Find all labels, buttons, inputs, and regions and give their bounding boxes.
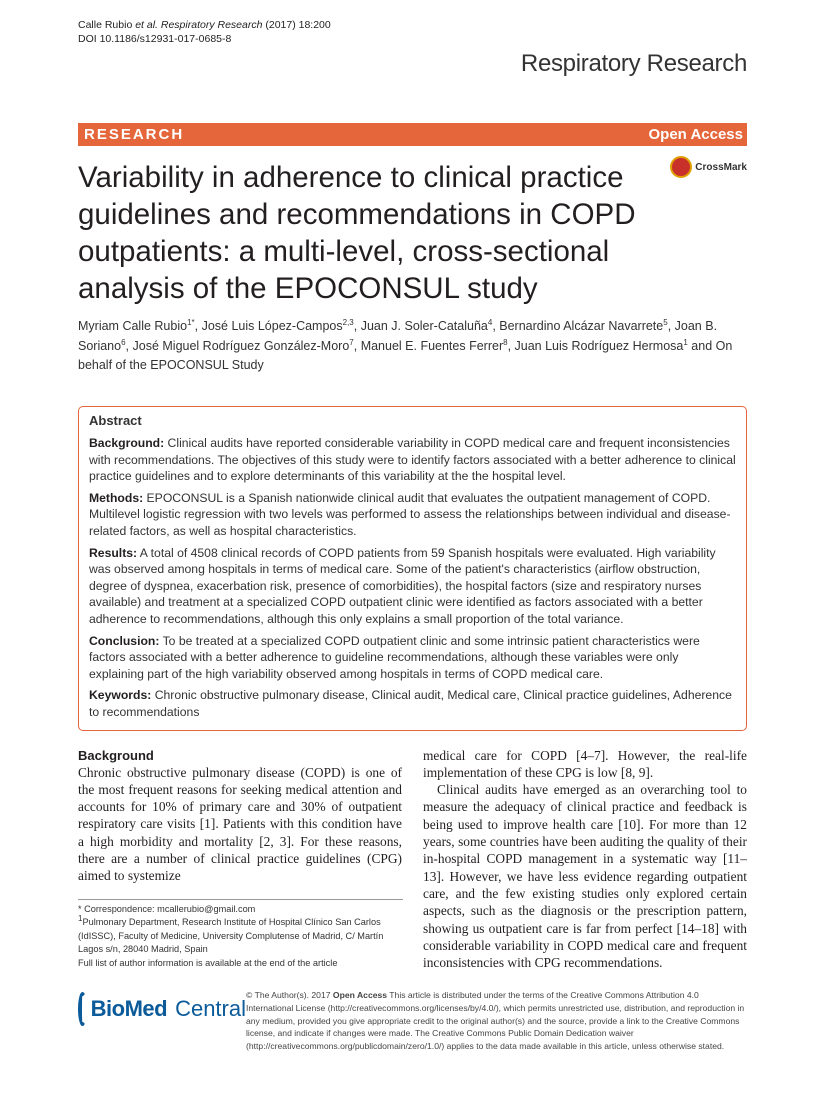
open-access: Open Access <box>332 990 388 1001</box>
abstract-label: Conclusion: <box>89 633 160 648</box>
abstract-text: Chronic obstructive pulmonary disease, Clinical audit, Medical care, Clinical practice guidelines, Adherence to recommendations <box>89 688 732 719</box>
open-access-label: Open Access <box>648 126 743 143</box>
author-affiliation: 5 <box>663 317 668 327</box>
author-affiliation: 7 <box>349 337 354 347</box>
abstract-text: Clinical audits have reported considerable variability in COPD medical care and frequent inconsistencies with recommendations. The objectives of this study were to identify factors associated with a better adherence to clinical practice guidelines and to explore determinants of this variability at the the hospital level. <box>89 436 736 484</box>
author-affiliation: 6 <box>121 337 126 347</box>
abstract-box <box>78 406 747 731</box>
abstract-section <box>89 490 736 540</box>
article-type: RESEARCH <box>84 126 185 143</box>
paragraph: Clinical audits have emerged as an overarching tool to measure the adequacy of clinical practice and feedback is being used to improve health care [10]. For more than 12 years, some countries have been auditing the quality of their in-hospital COPD management in a systematic way [11–13]. However, we have less evidence regarding outpatient care, and the few existing studies only explored certain aspects, such as the diagnosis or the prescription pattern, showing us outpatient care is far from perfect [14–18] with considerable variability in COPD medical care and frequent inconsistencies with CPG recommendations. <box>423 782 747 971</box>
author-affiliation: 2,3 <box>342 317 354 327</box>
page-footer <box>78 989 747 1052</box>
author-name: Juan J. Soler-Cataluña <box>360 319 488 333</box>
author-name: and On behalf of the EPOCONSUL Study <box>78 338 733 372</box>
full-list-note: Full list of author information is available at the end of the article <box>78 957 338 968</box>
author-name: Bernardino Alcázar Navarrete <box>499 319 664 333</box>
license-body: This article is distributed under the terms of the Creative Commons Attribution 4.0 International License (http://creativecommons.org/licenses/by/4.0/), which permits unrestricted use, distribution, and reproduction in any medium, provided you give appropriate credit to the original author(s) and the source, provide a link to the Creative Commons license, and indicate if changes were made. The Creative Commons Public Domain Dedication waiver (http://creativecommons.org/publicdomain/zero/1.0/) applies to the data made available in this article, unless otherwise stated. <box>246 990 745 1051</box>
author-name: José Luis López-Campos <box>201 319 343 333</box>
page-header <box>78 18 747 118</box>
citation-journal: et al. Respiratory Research <box>135 19 263 31</box>
citation-authors: Calle Rubio <box>78 19 136 31</box>
affiliation-text: Pulmonary Department, Research Institute of Hospital Clínico San Carlos (IdISSC), Faculty of Medicine, University Complutense of Madrid, C/ Martín Lagos s/n, 28040 Madrid, Spain <box>78 917 384 955</box>
abstract-label: Methods: <box>89 490 144 505</box>
author-name: Myriam Calle Rubio <box>78 319 188 333</box>
right-column <box>423 747 747 972</box>
author-affiliation: 1 <box>683 337 688 347</box>
logo-text: Central <box>175 996 246 1022</box>
left-column <box>78 747 402 972</box>
logo-ring-icon <box>78 992 87 1026</box>
author-list: Myriam Calle Rubio$^{1*}$, José Luis López-Campos$^{2,3}$, Juan J. Soler-Cataluña$^4$, Bernardino Alcázar Navarrete$^5$, Joan B. Soriano$^6$, José Miguel Rodríguez González-Moro$^7$, Manuel E. Fuentes Ferrer$^8$, Juan Luis Rodríguez Hermosa$^1$ and On behalf of the EPOCONSUL Study <box>78 317 733 372</box>
license-text <box>246 989 746 1052</box>
citation <box>78 18 747 46</box>
section-heading: Background <box>78 747 154 763</box>
abstract-label: Keywords: <box>89 688 152 703</box>
abstract-sections <box>89 435 736 721</box>
author-name: Juan Luis Rodríguez Hermosa <box>514 338 684 353</box>
abstract-label: Background: <box>89 436 165 451</box>
paragraph: Chronic obstructive pulmonary disease (COPD) is one of the most frequent reasons for seeking medical attention and accounts for 10% of primary care and 30% of outpatient respiratory care visits [1]. Patients with this condition have a high morbidity and mortality [2, 3]. For these reasons, there are a number of clinical practice guidelines (CPG) aimed to systemize <box>78 764 402 884</box>
correspondence: * Correspondence: mcallerubio@gmail.com <box>78 903 256 914</box>
abstract-heading: Abstract <box>89 412 142 428</box>
abstract-section <box>89 545 736 628</box>
article-title: Variability in adherence to clinical practice guidelines and recommendations in COPD outpatients: a multi-level, cross-sectional analysis of the EPOCONSUL study <box>78 161 636 305</box>
affiliation-number: 1 <box>78 914 83 924</box>
author-affiliation: 4 <box>487 317 493 327</box>
body-columns <box>78 747 747 972</box>
citation-year: (2017) 18:200 <box>262 19 331 31</box>
author-affiliation: 8 <box>503 337 508 347</box>
article-type-banner <box>78 123 747 146</box>
logo-text-bold: BioMed <box>90 996 168 1022</box>
title-row <box>78 159 747 307</box>
affiliation <box>78 916 402 957</box>
biomed-central-logo <box>78 992 246 1026</box>
author-name: Joan B. Soriano <box>78 319 718 353</box>
footnote-divider <box>78 899 403 900</box>
author-affiliation: 1* <box>187 317 195 327</box>
abstract-section <box>89 435 736 485</box>
footnote <box>78 903 402 971</box>
crossmark-icon <box>670 156 692 178</box>
author-name: Manuel E. Fuentes Ferrer <box>360 338 504 353</box>
doi: DOI 10.1186/s12931-017-0685-8 <box>78 33 232 45</box>
abstract-section <box>89 633 736 683</box>
journal-name: Respiratory Research <box>520 50 747 77</box>
abstract-label: Results: <box>89 545 138 560</box>
crossmark-button[interactable] <box>670 156 747 178</box>
crossmark-label: CrossMark <box>695 161 747 173</box>
abstract-text: A total of 4508 clinical records of COPD patients from 59 Spanish hospitals were evaluated. High variability was observed among hospitals in terms of medical care. Some of the patient's characteristics (airflow obstruction, degree of dyspnea, exacerbation risk, presence of comorbidities), the hospital factors (size and respiratory nurses available) and treatment at a specialized COPD outpatient clinic were identified as factors associated with a better adherence to recommendations, although this only explains a small proportion of the total variance. <box>89 545 716 627</box>
abstract-section <box>89 687 736 720</box>
abstract-text: To be treated at a specialized COPD outpatient clinic and some intrinsic patient characteristics were factors associated with a better adherence to guideline recommendations, although these variables were only explaining part of the high variability observed among hospitals in terms of COPD medical care. <box>89 633 700 681</box>
abstract-text: EPOCONSUL is a Spanish nationwide clinical audit that evaluates the outpatient management of COPD. Multilevel logistic regression with two levels was performed to assess the relationships between individual and disease-related factors, as well as hospital characteristics. <box>89 490 731 539</box>
copyright: © The Author(s). 2017 <box>246 990 333 1001</box>
author-name: José Miguel Rodríguez González-Moro <box>132 338 350 353</box>
paragraph: medical care for COPD [4–7]. However, the real-life implementation of these CPG is low [8, 9]. <box>423 747 747 780</box>
